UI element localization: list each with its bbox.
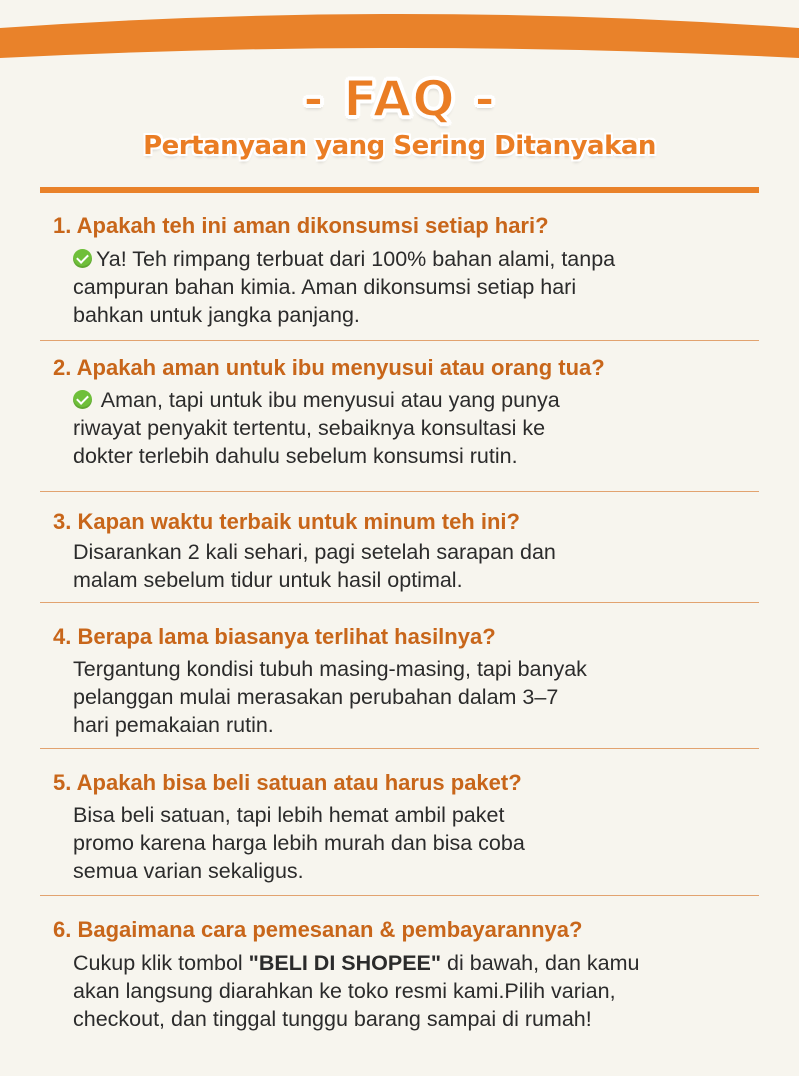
faq-answer-4: Tergantung kondisi tubuh masing-masing, tapi banyak pelanggan mulai merasakan perubahan dalam 3–7 hari pemakaian rutin.: [73, 657, 587, 737]
check-icon: [73, 390, 92, 409]
faq-answer-6: Cukup klik tombol "BELI DI SHOPEE" di bawah, dan kamu akan langsung diarahkan ke toko resmi kami.Pilih varian, checkout, dan tinggal tunggu barang sampai di rumah!: [73, 951, 640, 1031]
faq-answer-3: Disarankan 2 kali sehari, pagi setelah sarapan dan malam sebelum tidur untuk hasil optimal.: [73, 540, 556, 592]
faq-divider: [40, 340, 759, 341]
faq-answer-1: Ya! Teh rimpang terbuat dari 100% bahan alami, tanpa campuran bahan kimia. Aman dikonsumsi setiap hari bahkan untuk jangka panjang.: [73, 247, 616, 327]
faq-title: - FAQ -: [303, 70, 496, 128]
faq-question-6: 6. Bagaimana cara pemesanan & pembayarannya?: [53, 917, 583, 942]
header-divider: [40, 187, 759, 193]
top-decorative-band: [0, 0, 799, 60]
faq-divider: [40, 748, 759, 749]
shopee-button-mention: "BELI DI SHOPEE": [248, 951, 442, 975]
faq-question-5: 5. Apakah bisa beli satuan atau harus paket?: [53, 770, 522, 795]
faq-divider: [40, 602, 759, 603]
faq-question-4: 4. Berapa lama biasanya terlihat hasilnya?: [53, 624, 496, 649]
faq-question-3: 3. Kapan waktu terbaik untuk minum teh ini?: [53, 509, 520, 534]
faq-question-1: 1. Apakah teh ini aman dikonsumsi setiap hari?: [53, 213, 549, 238]
faq-answer-5: Bisa beli satuan, tapi lebih hemat ambil paket promo karena harga lebih murah dan bisa coba semua varian sekaligus.: [73, 803, 525, 883]
check-icon: [73, 249, 92, 268]
faq-answer-2: Aman, tapi untuk ibu menyusui atau yang punya riwayat penyakit tertentu, sebaiknya konsultasi ke dokter terlebih dahulu sebelum konsumsi rutin.: [73, 388, 560, 468]
faq-question-2: 2. Apakah aman untuk ibu menyusui atau orang tua?: [53, 355, 605, 380]
faq-divider: [40, 491, 759, 492]
faq-subtitle: Pertanyaan yang Sering Ditanyakan: [143, 131, 656, 161]
faq-header: [0, 72, 799, 162]
faq-divider: [40, 895, 759, 896]
